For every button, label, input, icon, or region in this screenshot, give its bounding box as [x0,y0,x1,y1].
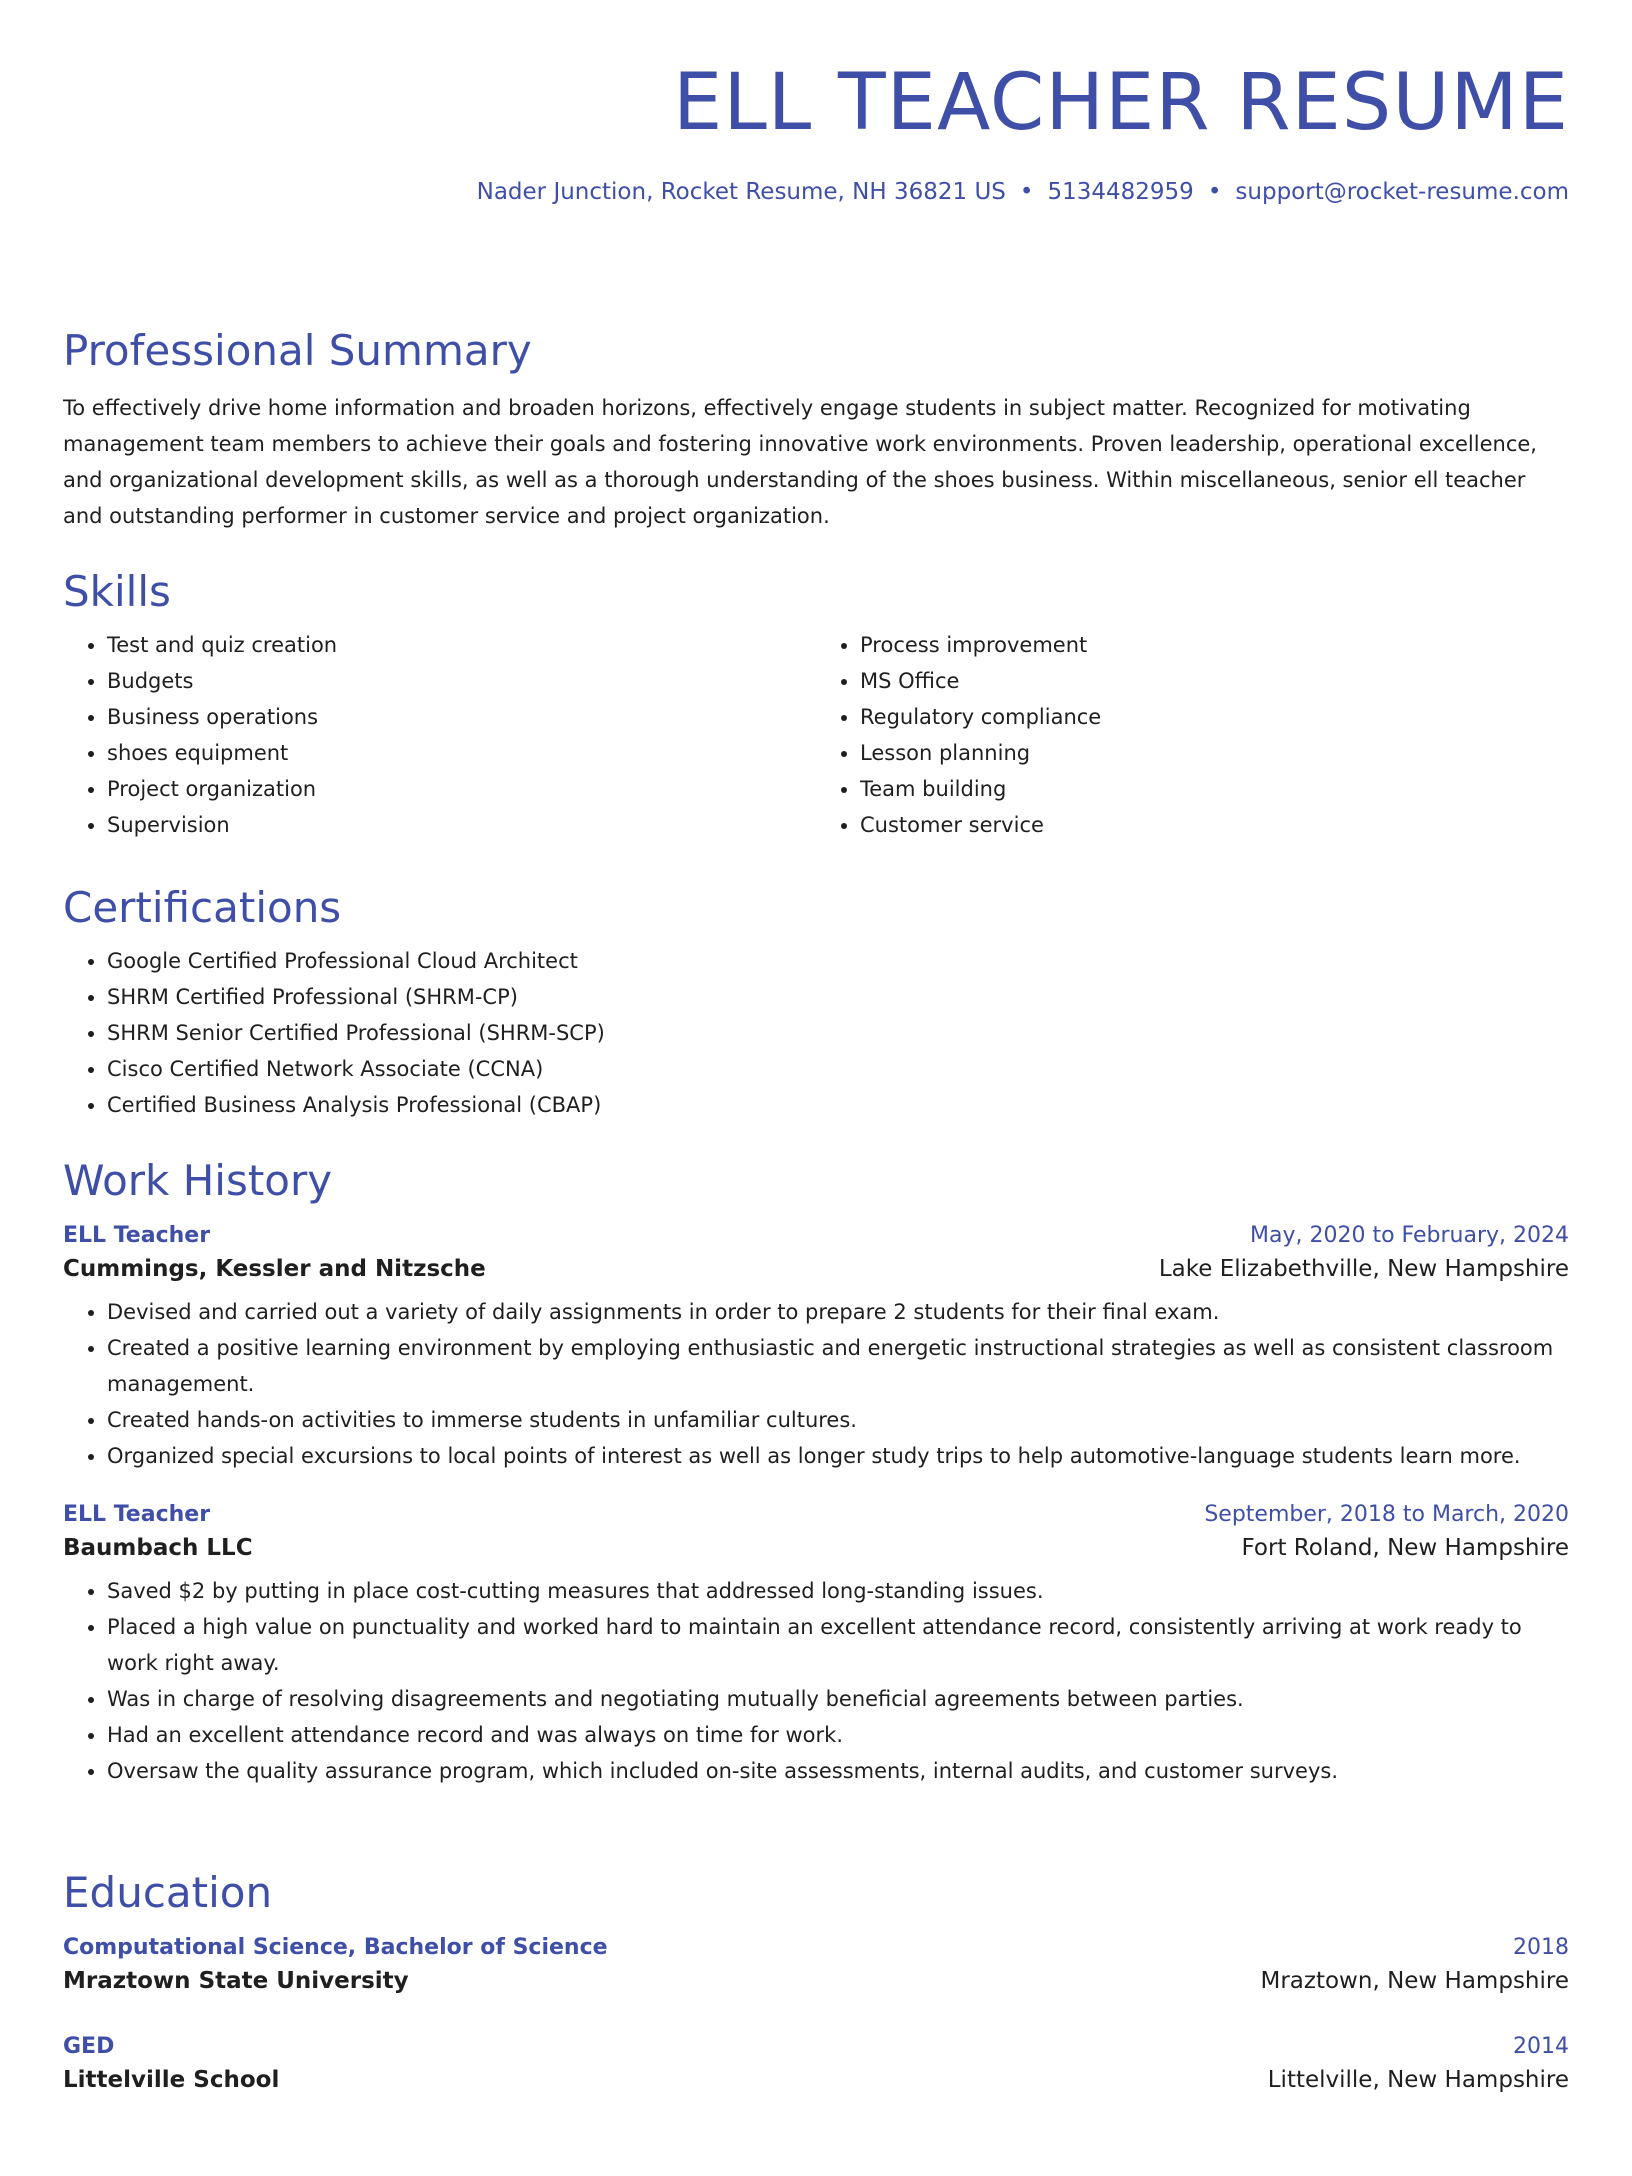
work-history-section [63,1156,1569,1789]
summary-text: To effectively drive home information and broaden horizons, effectively engage students in subject matter. Recognized for motivating management team members to achieve their goals and fostering innovative work environments. Proven leadership, operational excellence, and organizational development skills, as well as a thorough understanding of the shoes business. Within miscellaneous, senior ell teacher and outstanding performer in customer service and project organization. [63,396,1537,529]
skill-item: • Team building [860,771,1569,807]
job-bullet: • Devised and carried out a variety of daily assignments in order to prepare 2 students for their final exam. [107,1294,1569,1330]
job-bullet: • Saved $2 by putting in place cost-cutting measures that addressed long-standing issues. [107,1573,1569,1609]
skills-heading: Skills [63,567,171,616]
certification-item: • Cisco Certified Network Associate (CCNA) [107,1051,1569,1087]
skill-item: • Process improvement [860,627,1569,663]
job-bullets [63,1573,1569,1789]
certification-item: • Google Certified Professional Cloud Architect [107,943,1569,979]
education-degree: Computational Science, Bachelor of Science [63,1935,608,1961]
contact-address: Nader Junction, Rocket Resume, NH 36821 US [476,179,1006,205]
education-location: Littelville, New Hampshire [1267,2067,1569,2094]
job-header-row [63,1502,1569,1527]
certifications-heading: Certifications [63,883,342,932]
skill-item: • Customer service [860,807,1569,843]
contact-separator: • [1019,179,1034,205]
education-heading: Education [63,1868,273,1917]
job-entry [63,1223,1569,1474]
summary-section [63,326,1569,534]
skill-item: • MS Office [860,663,1569,699]
job-bullet: • Oversaw the quality assurance program, which included on-site assessments, internal audits, and customer surveys. [107,1753,1569,1789]
skill-item: • Lesson planning [860,735,1569,771]
job-bullet: • Created hands-on activities to immerse students in unfamiliar cultures. [107,1402,1569,1438]
job-company-row [63,1535,1569,1561]
education-year: 2018 [1513,1935,1569,1961]
education-header-row [63,2034,1569,2059]
job-bullet: • Was in charge of resolving disagreements and negotiating mutually beneficial agreements between parties. [107,1681,1569,1717]
job-bullet: • Created a positive learning environment by employing enthusiastic and energetic instructional strategies as well as consistent classroom management. [107,1330,1569,1402]
education-school-row [63,2067,1569,2093]
job-company: Baumbach LLC [63,1535,253,1562]
job-bullets [63,1294,1569,1474]
education-entry [63,1935,1569,1994]
job-company-row [63,1256,1569,1282]
job-bullet: • Placed a high value on punctuality and worked hard to maintain an excellent attendance record, consistently arriving at work ready to work right away. [107,1609,1569,1681]
contact-email[interactable]: support@rocket-resume.com [1235,179,1569,205]
job-dates: May, 2020 to February, 2024 [1250,1223,1569,1249]
skill-item: • Test and quiz creation [107,627,816,663]
education-year: 2014 [1513,2034,1569,2060]
skills-columns [63,627,1569,843]
skills-list-left [63,627,816,843]
education-entry [63,2034,1569,2093]
skill-item: • Supervision [107,807,816,843]
certifications-section [63,883,1569,1123]
education-school: Mraztown State University [63,1968,409,1995]
job-location: Fort Roland, New Hampshire [1241,1535,1569,1562]
job-entry [63,1502,1569,1789]
skills-list-right [816,627,1569,843]
resume-title: ELL TEACHER RESUME [673,58,1569,148]
resume-page [0,58,1632,2176]
certification-item: • Certified Business Analysis Professional (CBAP) [107,1087,1569,1123]
job-title: ELL Teacher [63,1502,211,1528]
job-company: Cummings, Kessler and Nitzsche [63,1256,486,1283]
education-header-row [63,1935,1569,1960]
education-degree: GED [63,2034,115,2060]
education-school-row [63,1968,1569,1994]
certification-item: • SHRM Senior Certified Professional (SHRM-SCP) [107,1015,1569,1051]
job-dates: September, 2018 to March, 2020 [1204,1502,1569,1528]
education-location: Mraztown, New Hampshire [1260,1968,1569,1995]
contact-separator: • [1207,179,1222,205]
certifications-list [63,943,1569,1123]
skill-item: • Business operations [107,699,816,735]
job-header-row [63,1223,1569,1248]
skill-item: • shoes equipment [107,735,816,771]
education-school: Littelville School [63,2067,280,2094]
job-location: Lake Elizabethville, New Hampshire [1158,1256,1569,1283]
contact-phone: 5134482959 [1047,179,1194,205]
skills-section [63,567,1569,843]
contact-line [63,179,1569,205]
job-bullet: • Had an excellent attendance record and was always on time for work. [107,1717,1569,1753]
skill-item: • Project organization [107,771,816,807]
summary-heading: Professional Summary [63,326,532,375]
skill-item: • Regulatory compliance [860,699,1569,735]
work-history-heading: Work History [63,1156,333,1205]
job-title: ELL Teacher [63,1223,211,1249]
job-bullet: • Organized special excursions to local points of interest as well as longer study trips to help automotive-language students learn more. [107,1438,1569,1474]
certification-item: • SHRM Certified Professional (SHRM-CP) [107,979,1569,1015]
skill-item: • Budgets [107,663,816,699]
education-section [63,1868,1569,2093]
